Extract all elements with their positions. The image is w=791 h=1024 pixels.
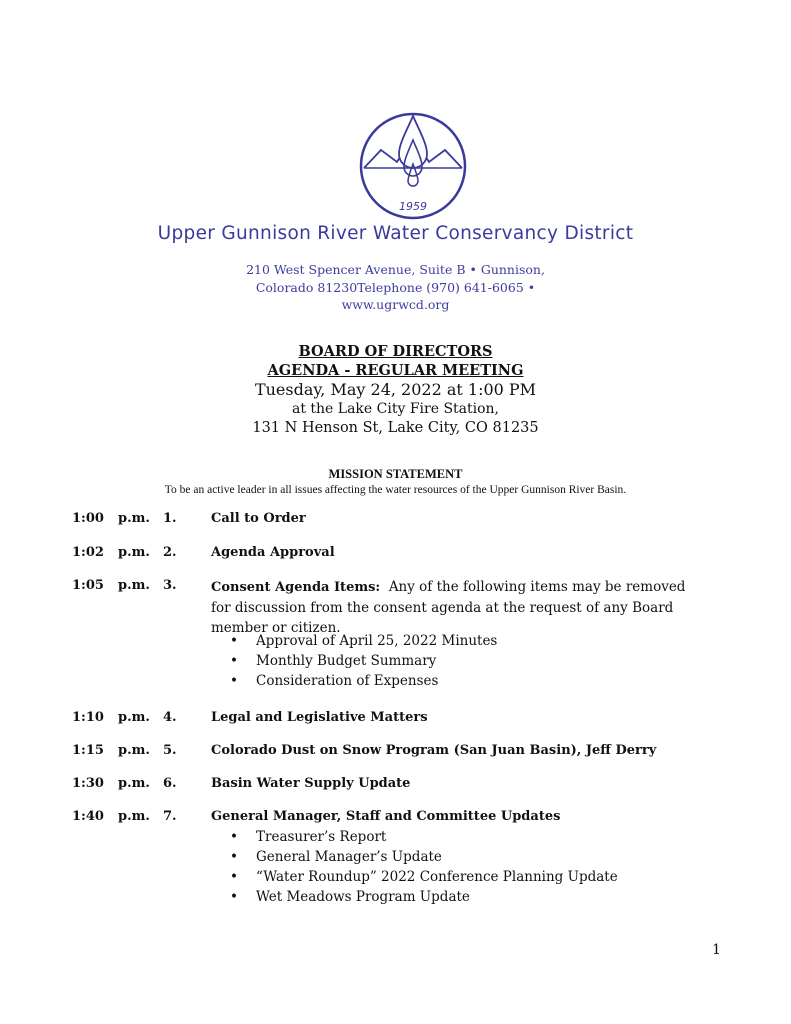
item-number: 6.	[163, 776, 177, 791]
page-number: 1	[712, 942, 721, 958]
item-description: Any of the following items may be removed for discussion from the consent agenda at the request of any Board member or citizen.	[211, 579, 686, 636]
item-title: Call to Order	[211, 511, 306, 526]
item-number: 4.	[163, 710, 177, 725]
item-number: 7.	[163, 809, 177, 824]
updates-list	[230, 827, 618, 907]
list-item: • Wet Meadows Program Update	[230, 887, 618, 907]
list-item: • General Manager’s Update	[230, 847, 618, 867]
item-ampm: p.m.	[118, 743, 150, 758]
organization-name: Upper Gunnison River Water Conservancy District	[157, 223, 634, 244]
item-ampm: p.m.	[118, 776, 150, 791]
board-title: BOARD OF DIRECTORS	[298, 343, 493, 360]
website-link[interactable]: www.ugrwcd.org	[341, 297, 450, 312]
item-number: 1.	[163, 511, 177, 526]
item-title: Basin Water Supply Update	[211, 776, 411, 791]
item-title: Consent Agenda Items:	[211, 580, 381, 595]
list-item: • Treasurer’s Report	[230, 827, 618, 847]
meeting-date: Tuesday, May 24, 2022 at 1:00 PM	[254, 380, 537, 399]
item-description-block	[211, 577, 701, 638]
item-time: 1:10	[72, 710, 104, 725]
address-line-2: Colorado 81230Telephone (970) 641-6065 •	[255, 280, 536, 295]
item-number: 2.	[163, 545, 177, 560]
item-ampm: p.m.	[118, 809, 150, 824]
list-item: • Approval of April 25, 2022 Minutes	[230, 631, 497, 651]
item-ampm: p.m.	[118, 578, 150, 593]
item-number: 5.	[163, 743, 177, 758]
item-time: 1:40	[72, 809, 104, 824]
item-time: 1:05	[72, 578, 104, 593]
item-time: 1:15	[72, 743, 104, 758]
item-title: Legal and Legislative Matters	[211, 710, 428, 725]
item-ampm: p.m.	[118, 545, 150, 560]
item-title: Colorado Dust on Snow Program (San Juan Basin), Jeff Derry	[211, 743, 657, 758]
logo-year: 1959	[399, 200, 427, 213]
list-item: • “Water Roundup” 2022 Conference Planning Update	[230, 867, 618, 887]
item-ampm: p.m.	[118, 710, 150, 725]
item-time: 1:30	[72, 776, 104, 791]
item-title: Agenda Approval	[211, 545, 335, 560]
meeting-location-line-2: 131 N Henson St, Lake City, CO 81235	[252, 420, 539, 436]
address-line-1: 210 West Spencer Avenue, Suite B • Gunnison,	[246, 262, 545, 277]
mission-text: To be an active leader in all issues affecting the water resources of the Upper Gunnison River Basin.	[164, 484, 627, 496]
item-ampm: p.m.	[118, 511, 150, 526]
list-item: • Monthly Budget Summary	[230, 651, 497, 671]
item-number: 3.	[163, 578, 177, 593]
district-logo	[359, 110, 467, 228]
mission-heading: MISSION STATEMENT	[328, 467, 463, 481]
item-time: 1:00	[72, 511, 104, 526]
meeting-location-line-1: at the Lake City Fire Station,	[291, 401, 500, 417]
list-item: • Consideration of Expenses	[230, 671, 497, 691]
consent-items-list	[230, 631, 497, 691]
item-title: General Manager, Staff and Committee Updates	[211, 809, 561, 824]
item-time: 1:02	[72, 545, 104, 560]
agenda-title: AGENDA - REGULAR MEETING	[267, 362, 524, 379]
